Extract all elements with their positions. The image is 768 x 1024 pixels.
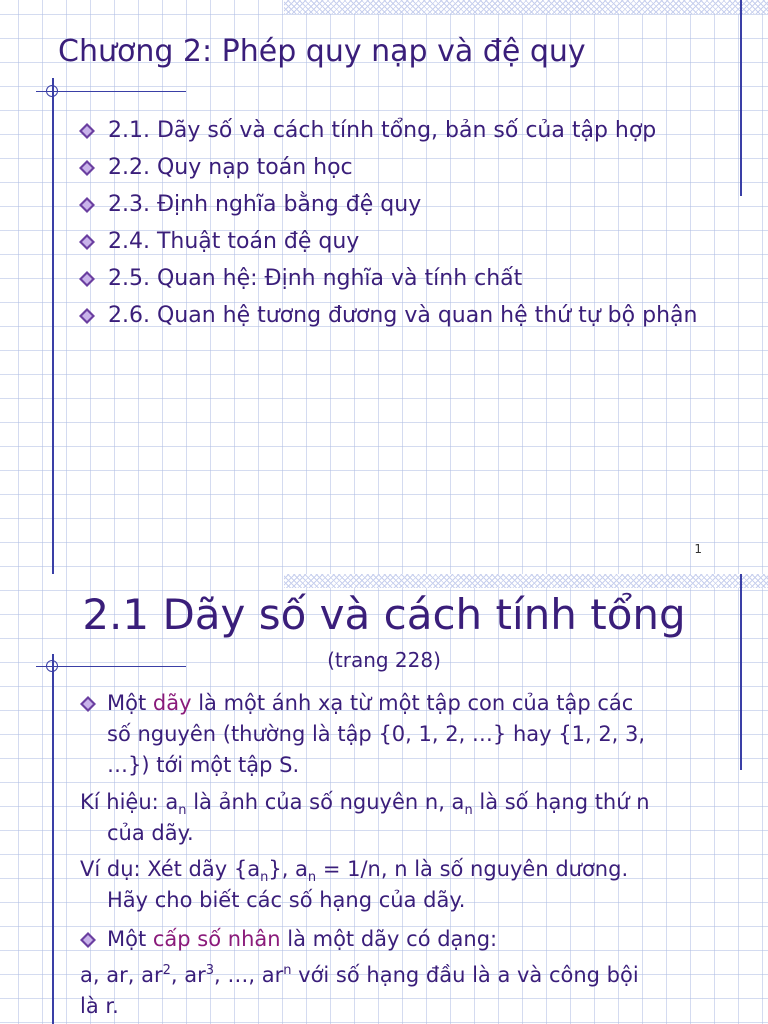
slide-2: [0, 574, 768, 1024]
outline-item-text: 2.6. Quan hệ tương đương và quan hệ thứ tự bộ phận: [108, 303, 698, 328]
text-run: là một ánh xạ từ một tập con của tập các: [191, 691, 634, 715]
term-day: dãy: [152, 691, 192, 715]
diamond-bullet-icon: [79, 271, 95, 287]
text-line: Hãy cho biết các số hạng của dãy.: [107, 888, 466, 912]
superscript: 2: [162, 963, 171, 978]
text-run: Một: [107, 927, 153, 951]
left-vertical-rule: [52, 654, 54, 1024]
term-geometric: cấp số nhân: [152, 927, 281, 951]
diamond-bullet-icon: [79, 160, 95, 176]
subscript: n: [307, 870, 317, 886]
outline-item: [76, 186, 697, 223]
text-line: của dãy.: [107, 821, 194, 845]
top-hatch-band: [284, 0, 768, 14]
section-title: 2.1 Dãy số và cách tính tổng: [82, 590, 686, 639]
diamond-bullet-icon: [80, 932, 96, 948]
chapter-outline: [76, 112, 697, 334]
text-run: , ar: [170, 963, 206, 987]
subscript: n: [260, 870, 269, 886]
outline-item: [76, 223, 697, 260]
text-run: với số hạng đầu là a và công bội: [291, 963, 639, 987]
outline-item: [76, 297, 697, 334]
text-run: là ảnh của số nguyên n, a: [186, 790, 465, 814]
outline-item: [76, 112, 697, 149]
notation-paragraph: [80, 787, 740, 849]
text-line: số nguyên (thường là tập {0, 1, 2, …} hay {1, 2, 3,: [107, 722, 646, 746]
definition-paragraph: [80, 688, 740, 781]
diamond-bullet-icon: [79, 308, 95, 324]
text-run: = 1/n, n là số nguyên dương.: [316, 857, 629, 881]
diamond-bullet-icon: [79, 197, 95, 213]
superscript: 3: [205, 963, 214, 978]
text-line: là r.: [80, 994, 119, 1018]
subscript: n: [464, 803, 473, 819]
page-number: 1: [694, 542, 702, 556]
outline-item-text: 2.2. Quy nạp toán học: [108, 155, 353, 180]
diamond-bullet-icon: [80, 696, 96, 712]
text-run: a, ar, ar: [80, 963, 163, 987]
superscript: n: [283, 963, 292, 978]
text-run: là một dãy có dạng:: [280, 927, 498, 951]
diamond-bullet-icon: [79, 234, 95, 250]
text-run: }, a: [268, 857, 308, 881]
text-line: …}) tới một tập S.: [107, 753, 300, 777]
diamond-bullet-icon: [79, 123, 95, 139]
top-hatch-band: [284, 574, 768, 588]
text-run: Ví dụ: Xét dãy {a: [80, 857, 261, 881]
geometric-sequence-paragraph: [80, 924, 740, 955]
text-run: , …, ar: [214, 963, 284, 987]
outline-item-text: 2.1. Dãy số và cách tính tổng, bản số của tập hợp: [108, 118, 657, 143]
geometric-formula-paragraph: [80, 960, 740, 1022]
right-vertical-rule: [740, 0, 742, 196]
text-run: Kí hiệu: a: [80, 790, 179, 814]
subscript: n: [178, 803, 187, 819]
text-run: Một: [107, 691, 153, 715]
outline-item-text: 2.5. Quan hệ: Định nghĩa và tính chất: [108, 266, 523, 291]
title-underline: [36, 91, 186, 92]
outline-item-text: 2.4. Thuật toán đệ quy: [108, 229, 360, 254]
left-vertical-rule: [52, 78, 54, 574]
text-run: là số hạng thứ n: [472, 790, 650, 814]
outline-item: [76, 149, 697, 186]
chapter-title: Chương 2: Phép quy nạp và đệ quy: [58, 34, 586, 69]
outline-item-text: 2.3. Định nghĩa bằng đệ quy: [108, 192, 422, 217]
section-subtitle: (trang 228): [327, 648, 441, 672]
crosshair-icon: [46, 85, 58, 97]
example-paragraph: [80, 854, 740, 916]
outline-item: [76, 260, 697, 297]
